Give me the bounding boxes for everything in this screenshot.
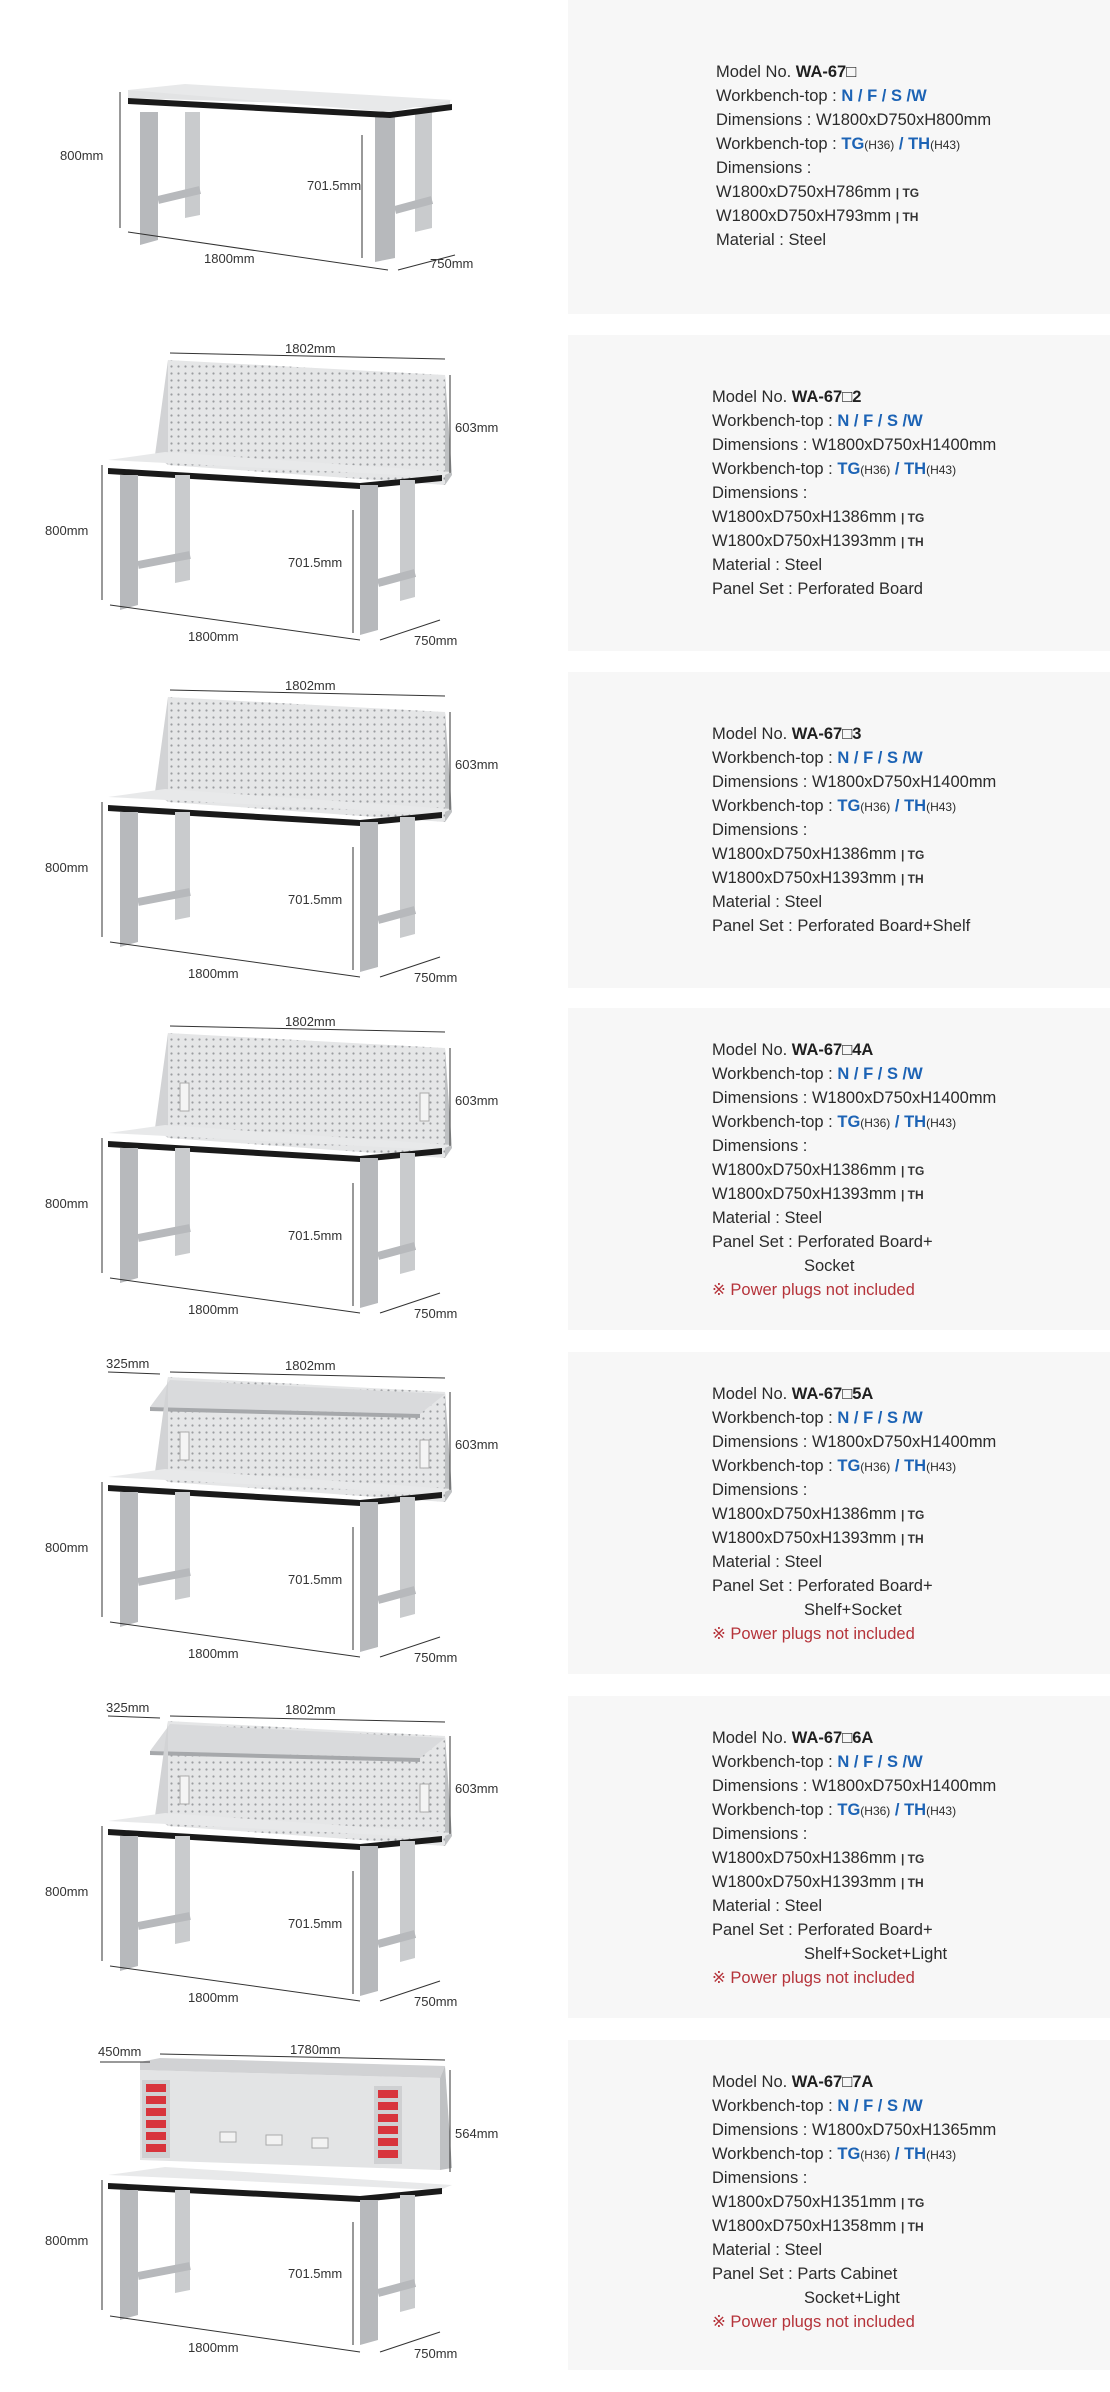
width-dim: 1800mm [188,1302,239,1317]
spec-list: Model No. WA-67□7A Workbench-top : N / F / S /W Dimensions : W1800xD750xH1365mm Workbench-top : TG(H36) / TH(H43) Dimensions : W1800xD750xH1351mm | TG W1800xD750xH1358mm | TH Material : Steel Panel Set : Parts Cabinet Socket+Light ※ Power plugs not included [712,2070,996,2334]
leg-dim: 701.5mm [288,1228,343,1243]
spec-panel [568,0,1110,314]
power-plug-note: ※ Power plugs not included [712,1281,915,1299]
panel-width-dim: 1802mm [285,678,336,693]
height-dim: 800mm [45,1196,89,1211]
width-dim: 1800mm [188,2340,239,2355]
cabinet-depth-dim: 450mm [98,2044,142,2059]
panel-set-value: Perforated Board+Shelf [797,917,971,935]
spec-panel [568,672,1110,988]
workbench-illustration [0,672,568,988]
product-row-1 [0,0,1110,314]
panel-width-dim: 1802mm [285,1702,336,1717]
model-number: WA-67□6A [791,1729,874,1747]
panel-set-value: Perforated Board [797,580,923,598]
panel-set-value: Perforated Board+ [797,1577,933,1595]
height-dim: 800mm [45,2233,89,2248]
leg-dim: 701.5mm [307,178,362,193]
workbench-illustration [0,2040,568,2370]
material-value: Steel [788,231,827,249]
leg-dim: 701.5mm [288,1572,343,1587]
workbench-illustration [0,1008,568,1330]
product-row-4 [0,1008,1110,1330]
spec-list: Model No. WA-67□5A Workbench-top : N / F / S /W Dimensions : W1800xD750xH1400mm Workbench-top : TG(H36) / TH(H43) Dimensions : W1800xD750xH1386mm | TG W1800xD750xH1393mm | TH Material : Steel Panel Set : Perforated Board+ Shelf+Socket ※ Power plugs not included [712,1382,996,1646]
panel-height-dim: 603mm [455,1781,499,1796]
workbench-illustration [0,0,568,314]
top-label: Workbench-top : [716,87,837,105]
height-dim: 800mm [45,1540,89,1555]
height-dim: 800mm [45,860,89,875]
product-row-6 [0,1696,1110,2018]
spec-panel [568,1352,1110,1674]
shelf-depth-dim: 325mm [106,1356,150,1371]
height-dim: 800mm [45,1884,89,1899]
model-number: WA-67□5A [791,1385,874,1403]
spec-panel [568,335,1110,651]
width-dim: 1800mm [204,251,255,266]
power-plug-note: ※ Power plugs not included [712,1969,915,1987]
spec-list: Model No. WA-67□6A Workbench-top : N / F / S /W Dimensions : W1800xD750xH1400mm Workbench-top : TG(H36) / TH(H43) Dimensions : W1800xD750xH1386mm | TG W1800xD750xH1393mm | TH Material : Steel Panel Set : Perforated Board+ Shelf+Socket+Light ※ Power plugs not included [712,1726,996,1990]
depth-dim: 750mm [414,2346,458,2361]
panel-height-dim: 603mm [455,420,499,435]
height-dim: 800mm [45,523,89,538]
depth-dim: 750mm [414,1306,458,1321]
width-dim: 1800mm [188,1990,239,2005]
power-plug-note: ※ Power plugs not included [712,1625,915,1643]
depth-dim: 750mm [414,1650,458,1665]
workbench-illustration [0,335,568,651]
height-dim: 800mm [60,148,104,163]
model-number: WA-67□ [795,63,857,81]
product-row-2 [0,335,1110,651]
spec-panel [568,1008,1110,1330]
model-number: WA-67□3 [791,725,862,743]
panel-set-value: Perforated Board+ [797,1921,933,1939]
workbench-illustration [0,1696,568,2018]
panel-width-dim: 1802mm [285,1014,336,1029]
panel-set-value: Parts Cabinet [797,2265,898,2283]
spec-list: Model No. WA-67□4A Workbench-top : N / F / S /W Dimensions : W1800xD750xH1400mm Workbench-top : TG(H36) / TH(H43) Dimensions : W1800xD750xH1386mm | TG W1800xD750xH1393mm | TH Material : Steel Panel Set : Perforated Board+ Socket ※ Power plugs not included [712,1038,996,1302]
model-number: WA-67□2 [791,388,862,406]
panel-width-dim: 1802mm [285,341,336,356]
spec-list: Model No. WA-67□2 Workbench-top : N / F / S /W Dimensions : W1800xD750xH1400mm Workbench-top : TG(H36) / TH(H43) Dimensions : W1800xD750xH1386mm | TG W1800xD750xH1393mm | TH Material : Steel Panel Set : Perforated Board [712,388,997,598]
model-label: Model No. [716,63,792,81]
model-number: WA-67□4A [791,1041,874,1059]
leg-dim: 701.5mm [288,555,343,570]
workbench-illustration [0,1352,568,1674]
product-row-3 [0,672,1110,988]
panel-set-value: Perforated Board+ [797,1233,933,1251]
width-dim: 1800mm [188,966,239,981]
panel-height-dim: 603mm [455,1437,499,1452]
dimensions-value: W1800xD750xH800mm [815,111,992,129]
panel-height-dim: 603mm [455,757,499,772]
spec-list: Model No. WA-67□ Workbench-top : N / F / S /W Dimensions : W1800xD750xH800mm Workbench-top : TG(H36) / TH(H43) Dimensions : W1800xD750xH786mm | TG W1800xD750xH793mm | TH Material : Steel [716,63,992,249]
panel-width-dim: 1802mm [285,1358,336,1373]
depth-dim: 750mm [414,1994,458,2009]
leg-dim: 701.5mm [288,1916,343,1931]
product-row-5 [0,1352,1110,1674]
shelf-depth-dim: 325mm [106,1700,150,1715]
depth-dim: 750mm [414,633,458,648]
power-plug-note: ※ Power plugs not included [712,2313,915,2331]
spec-panel [568,2040,1110,2370]
spec-panel [568,1696,1110,2018]
depth-dim: 750mm [414,970,458,985]
cabinet-height-dim: 564mm [455,2126,499,2141]
spec-list: Model No. WA-67□3 Workbench-top : N / F / S /W Dimensions : W1800xD750xH1400mm Workbench-top : TG(H36) / TH(H43) Dimensions : W1800xD750xH1386mm | TG W1800xD750xH1393mm | TH Material : Steel Panel Set : Perforated Board+Shelf [712,725,997,935]
model-number: WA-67□7A [791,2073,874,2091]
product-row-7 [0,2040,1110,2370]
cabinet-width-dim: 1780mm [290,2042,341,2057]
panel-height-dim: 603mm [455,1093,499,1108]
width-dim: 1800mm [188,629,239,644]
width-dim: 1800mm [188,1646,239,1661]
depth-dim: 750mm [430,256,474,271]
leg-dim: 701.5mm [288,2266,343,2281]
leg-dim: 701.5mm [288,892,343,907]
